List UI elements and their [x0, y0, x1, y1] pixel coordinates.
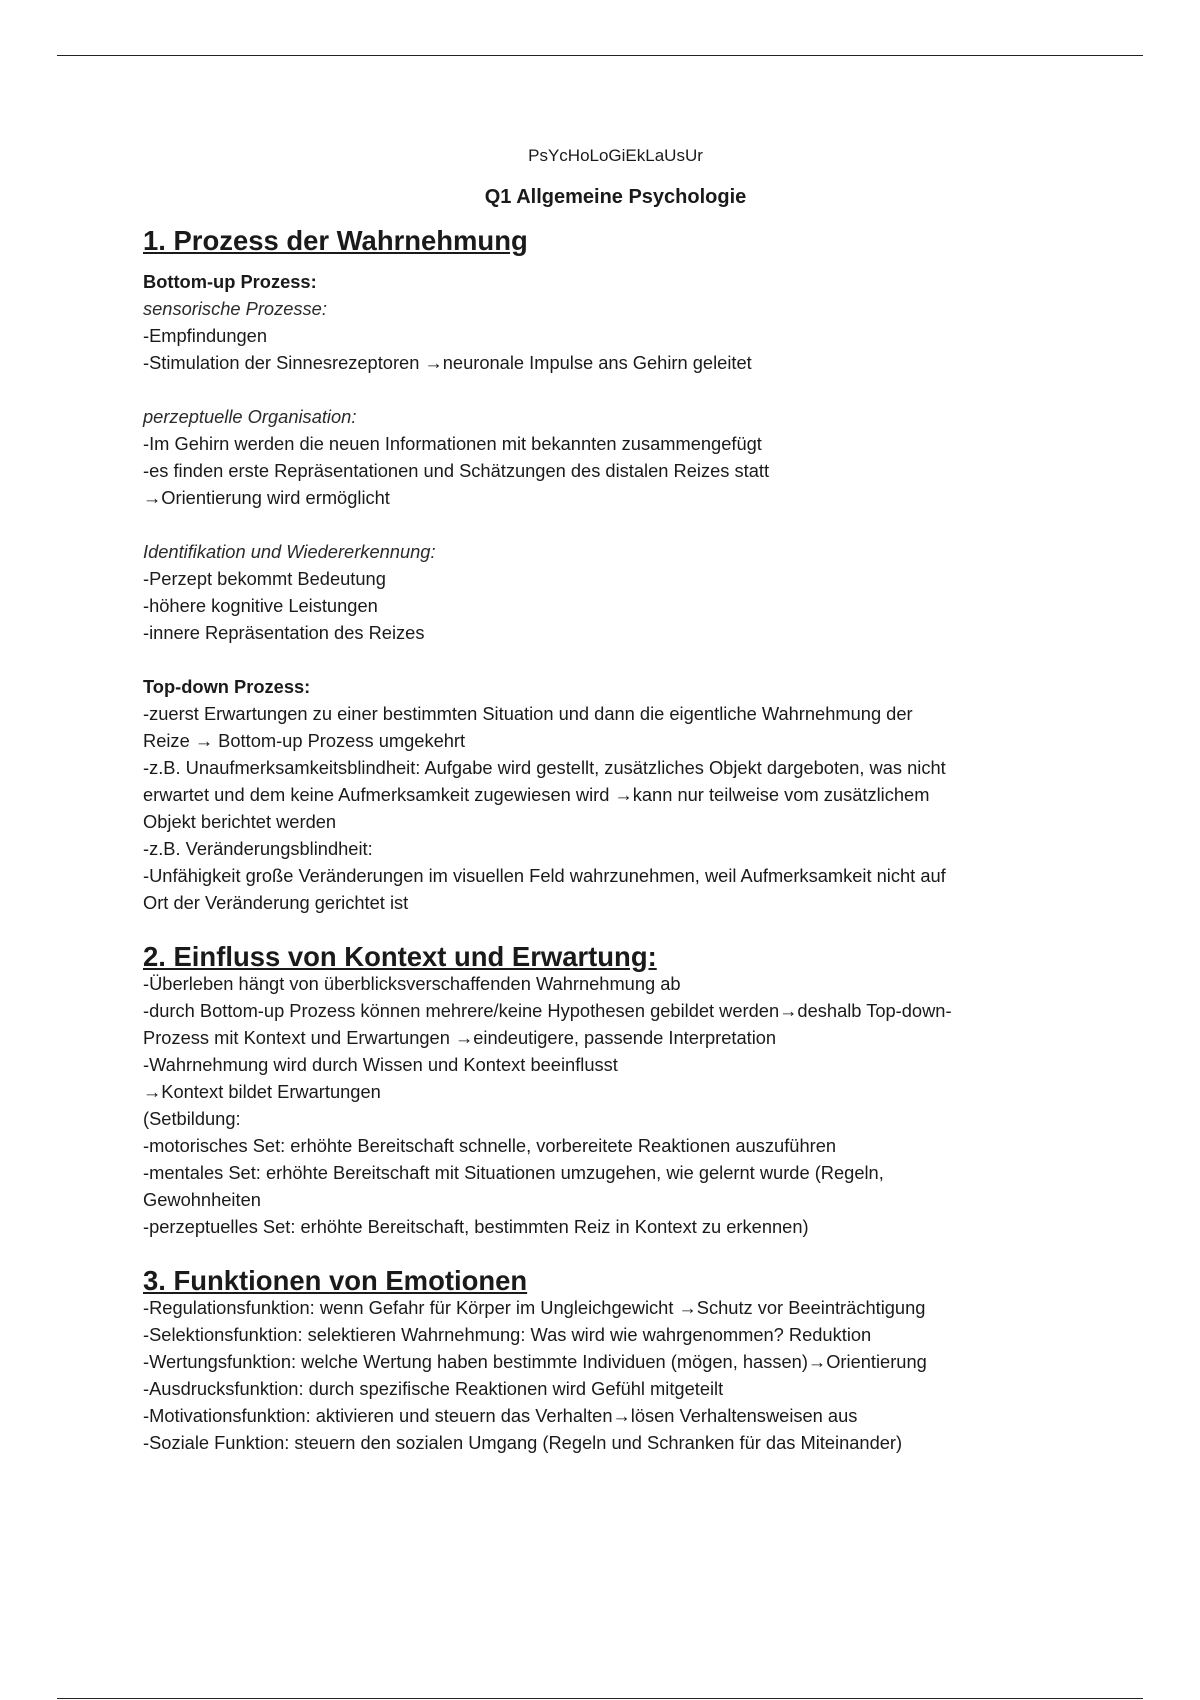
text-line: (Setbildung: [143, 1108, 241, 1129]
text-line: -Ausdrucksfunktion: durch spezifische Reaktionen wird Gefühl mitgeteilt [143, 1378, 724, 1399]
text-line: -Selektionsfunktion: selektieren Wahrnehmung: Was wird wie wahrgenommen? Reduktion [143, 1324, 872, 1345]
text-line: -Wertungsfunktion: welche Wertung haben bestimmte Individuen (mögen, hassen)→Orientierung [143, 1351, 927, 1372]
text-line: Reize → Bottom-up Prozess umgekehrt [143, 730, 466, 751]
text-line: -Überleben hängt von überblicksverschaffenden Wahrnehmung ab [143, 973, 681, 994]
label-identifikation: Identifikation und Wiedererkennung: [143, 541, 436, 562]
text-line: Objekt berichtet werden [143, 811, 337, 832]
text-line: →Orientierung wird ermöglicht [143, 487, 390, 508]
section-heading-emotionen: 3. Funktionen von Emotionen [143, 1265, 528, 1296]
text-line: -höhere kognitive Leistungen [143, 595, 378, 616]
text-line: -Perzept bekommt Bedeutung [143, 568, 386, 589]
text-line: -Im Gehirn werden die neuen Informationen mit bekannten zusammengefügt [143, 433, 762, 454]
section-heading-kontext: 2. Einfluss von Kontext und Erwartung: [143, 941, 657, 972]
text-line: -motorisches Set: erhöhte Bereitschaft schnelle, vorbereitete Reaktionen auszuführen [143, 1135, 837, 1156]
text-line: -Stimulation der Sinnesrezeptoren →neuronale Impulse ans Gehirn geleitet [143, 352, 752, 373]
text-line: -Soziale Funktion: steuern den sozialen Umgang (Regeln und Schranken für das Miteinander) [143, 1432, 903, 1453]
text-line: -z.B. Unaufmerksamkeitsblindheit: Aufgabe wird gestellt, zusätzliches Objekt dargeboten, was nicht [143, 757, 946, 778]
label-sensorische-prozesse: sensorische Prozesse: [143, 298, 327, 319]
text-line: Gewohnheiten [143, 1189, 261, 1210]
document-title: Q1 Allgemeine Psychologie [484, 186, 747, 208]
subheading-bottom-up: Bottom-up Prozess: [143, 271, 317, 292]
text-line: erwartet und dem keine Aufmerksamkeit zugewiesen wird →kann nur teilweise vom zusätzlichem [143, 784, 930, 805]
label-perzeptuelle-organisation: perzeptuelle Organisation: [143, 406, 357, 427]
document-body [143, 145, 1088, 1456]
text-line: -Motivationsfunktion: aktivieren und steuern das Verhalten→lösen Verhaltensweisen aus [143, 1405, 858, 1426]
document-label: PsYcHoLoGiEkLaUsUr [528, 146, 703, 165]
text-line: -Wahrnehmung wird durch Wissen und Kontext beeinflusst [143, 1054, 618, 1075]
bottom-rule [57, 1698, 1143, 1699]
text-line: Ort der Veränderung gerichtet ist [143, 892, 409, 913]
subheading-top-down: Top-down Prozess: [143, 676, 311, 697]
text-line: -perzeptuelles Set: erhöhte Bereitschaft, bestimmten Reiz in Kontext zu erkennen) [143, 1216, 809, 1237]
top-rule [57, 55, 1143, 56]
text-line: -Unfähigkeit große Veränderungen im visuellen Feld wahrzunehmen, weil Aufmerksamkeit nicht auf [143, 865, 946, 886]
section-heading-wahrnehmung: 1. Prozess der Wahrnehmung [143, 225, 528, 256]
text-line: -mentales Set: erhöhte Bereitschaft mit Situationen umzugehen, wie gelernt wurde (Regeln, [143, 1162, 884, 1183]
text-line: -durch Bottom-up Prozess können mehrere/keine Hypothesen gebildet werden→deshalb Top-down- [143, 1000, 952, 1021]
text-line: -Regulationsfunktion: wenn Gefahr für Körper im Ungleichgewicht →Schutz vor Beeinträchtigung [143, 1297, 926, 1318]
text-line: -zuerst Erwartungen zu einer bestimmten Situation und dann die eigentliche Wahrnehmung der [143, 703, 913, 724]
text-line: -z.B. Veränderungsblindheit: [143, 838, 373, 859]
text-line: Prozess mit Kontext und Erwartungen →eindeutigere, passende Interpretation [143, 1027, 777, 1048]
text-line: -innere Repräsentation des Reizes [143, 622, 425, 643]
text-line: -es finden erste Repräsentationen und Schätzungen des distalen Reizes statt [143, 460, 770, 481]
text-line: →Kontext bildet Erwartungen [143, 1081, 381, 1102]
text-line: -Empfindungen [143, 325, 267, 346]
